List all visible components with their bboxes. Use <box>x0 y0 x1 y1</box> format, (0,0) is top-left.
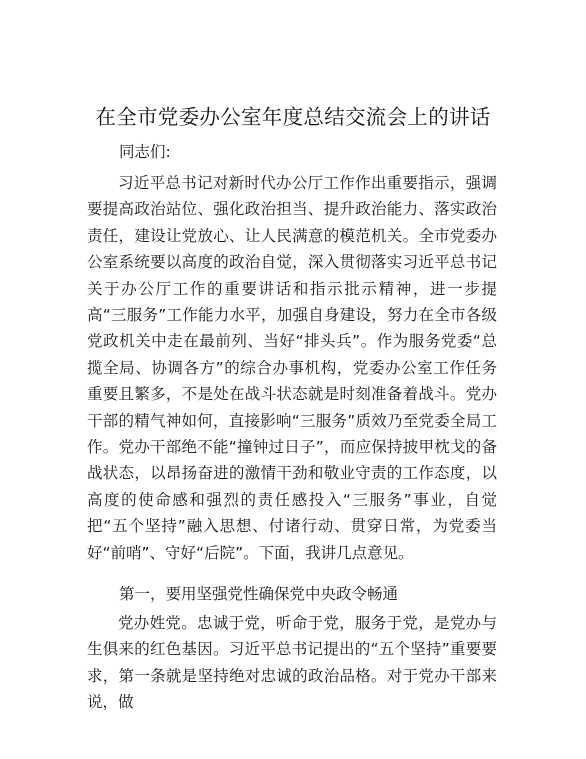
salutation: 同志们: <box>119 143 171 161</box>
section-heading-1: 第一，要用坚强党性确保党中央政令畅通 <box>119 585 399 603</box>
paragraph-section-1: 党办姓党。忠诚于党，听命于党，服务于党，是党办与生俱来的红色基因。习近平总书记提出的“五个坚持”重要要求，第一条就是坚持绝对忠诚的政治品格。对于党办干部来说，做 <box>87 614 497 712</box>
paragraph-intro: 习近平总书记对新时代办公厅工作作出重要指示，强调要提高政治站位、强化政治担当、提升政治能力、落实政治责任，建设让党放心、让人民满意的模范机关。全市党委办公室系统要以高度的政治自觉，深入贯彻落实习近平总书记关于办公厅工作的重要讲话和指示批示精神，进一步提高“三服务”工作能力水平，加强自身建设，努力在全市各级党政机关中走在最前列、当好“排头兵”。作为服务党委“总揽全局、协调各方”的综合办事机构，党委办公室工作任务重要且繁多，不是处在战斗状态就是时刻准备着战斗。党办干部的精气神如何，直接影响“三服务”质效乃至党委全局工作。党办干部绝不能“撞钟过日子”，而应保持披甲枕戈的备战状态，以昂扬奋进的激情干劲和敬业守责的工作态度，以高度的使命感和强烈的责任感投入“三服务”事业，自觉把“五个坚持”融入思想、付诸行动、贯穿日常，为党委当好“前哨”、守好“后院”。下面，我讲几点意见。 <box>87 174 497 562</box>
document-title: 在全市党委办公室年度总结交流会上的讲话 <box>95 105 491 129</box>
